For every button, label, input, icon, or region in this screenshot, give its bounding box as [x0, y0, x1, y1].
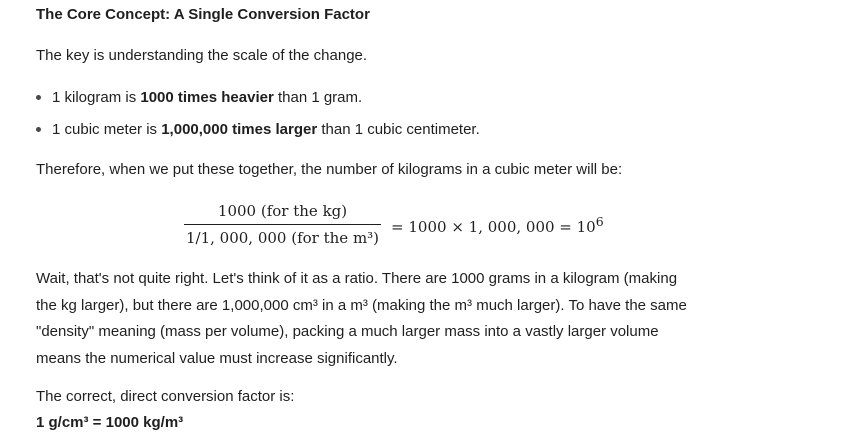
bullet-text-pre: 1 cubic meter is [52, 121, 162, 138]
therefore-paragraph: Therefore, when we put these together, the number of kilograms in a cubic meter will be: [36, 161, 623, 178]
bullet-text-post: than 1 gram. [273, 89, 363, 106]
equation-exponent: 6 [595, 213, 604, 229]
equation-rhs [391, 212, 604, 237]
bullet-text-pre: 1 kilogram is [52, 89, 141, 106]
intro-paragraph: The key is understanding the scale of the change. [36, 47, 368, 64]
conversion-formula: 1 g/cm³ = 1000 kg/m³ [36, 414, 184, 431]
fraction [184, 201, 381, 248]
equation-rhs-text: = 1000 × 1, 000, 000 = 10 [391, 217, 596, 236]
bullet-icon [36, 127, 41, 132]
bullet-icon [36, 95, 41, 100]
bullet-text-bold: 1,000,000 times larger [161, 121, 318, 138]
bullet-text-post: than 1 cubic centimeter. [317, 121, 480, 138]
paragraph-line: "density" meaning (mass per volume), packing a much larger mass into a vastly larger volume [36, 323, 659, 340]
fraction-numerator: 1000 (for the kg) [217, 201, 348, 220]
correction-paragraph [36, 266, 846, 372]
section-heading: The Core Concept: A Single Conversion Factor [36, 6, 370, 23]
fraction-denominator: 1/1, 000, 000 (for the m³) [186, 228, 380, 247]
paragraph-line: Wait, that's not quite right. Let's think of it as a ratio. There are 1000 grams in a kilogram (making [36, 270, 678, 287]
list-item [36, 88, 480, 108]
math-equation [184, 196, 604, 252]
list-item [36, 120, 480, 140]
paragraph-line: means the numerical value must increase significantly. [36, 349, 398, 367]
bullet-text-bold: 1000 times heavier [140, 89, 274, 106]
bullet-list [36, 88, 480, 140]
correct-factor-label: The correct, direct conversion factor is: [36, 388, 295, 405]
paragraph-line: the kg larger), but there are 1,000,000 cm³ in a m³ (making the m³ much larger). To have the same [36, 296, 687, 314]
